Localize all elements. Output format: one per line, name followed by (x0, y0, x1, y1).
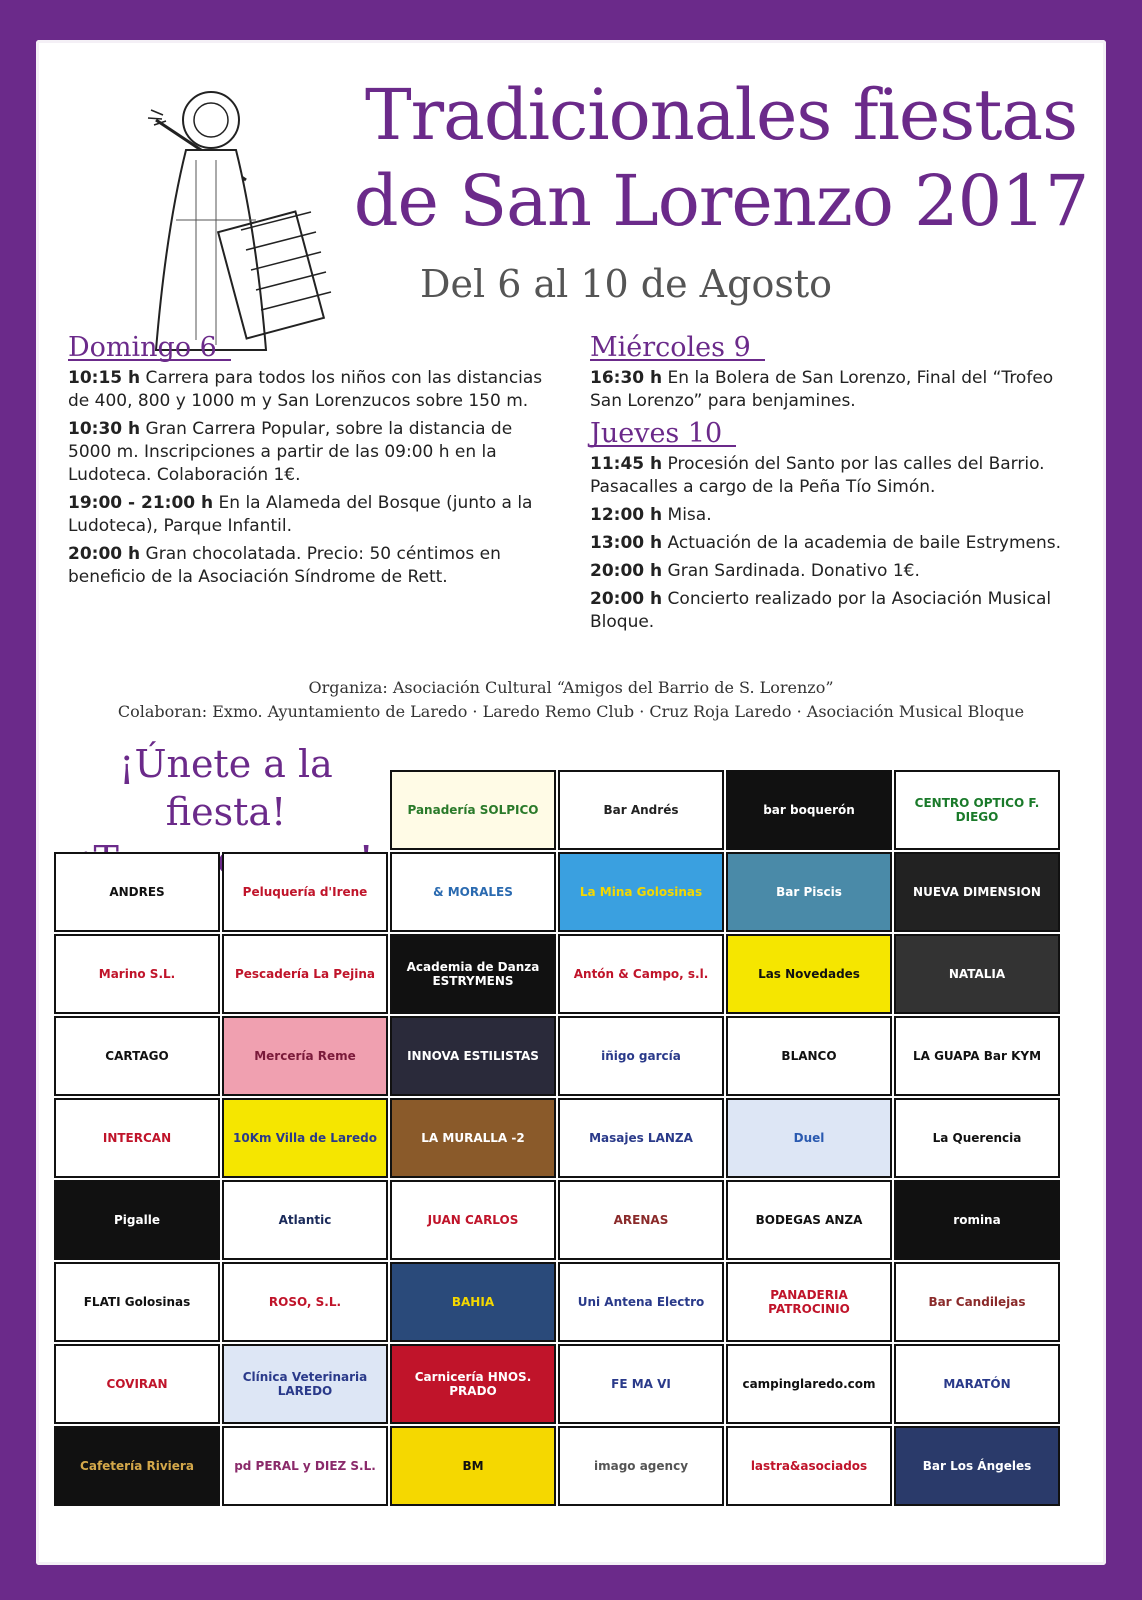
sponsor-ad: iñigo garcía (558, 1016, 724, 1096)
poster-title (346, 72, 1096, 244)
right-schedule-column (590, 332, 1070, 639)
poster-title-line1: Tradicionales fiestas (364, 74, 1078, 156)
event-item (590, 367, 1070, 413)
event-text: Gran Carrera Popular, sobre la distancia de 5000 m. Inscripciones a partir de las 09:00 h en la Ludoteca. Colaboración 1€. (68, 419, 513, 485)
sponsor-ad: Antón & Campo, s.l. (558, 934, 724, 1014)
sponsor-ad: LA MURALLA -2 (390, 1098, 556, 1178)
event-time: 20:00 h (590, 561, 663, 581)
sponsor-ad: CARTAGO (54, 1016, 220, 1096)
poster-paper (36, 40, 1106, 1565)
event-item (68, 543, 548, 589)
sponsor-ad: Peluquería d'Irene (222, 852, 388, 932)
sponsor-ad: pd PERAL y DIEZ S.L. (222, 1426, 388, 1506)
sponsor-ad: ARENAS (558, 1180, 724, 1260)
event-text: En la Bolera de San Lorenzo, Final del “Trofeo San Lorenzo” para benjamines. (590, 368, 1054, 411)
sponsor-ad: 10Km Villa de Laredo (222, 1098, 388, 1178)
san-lorenzo-illustration (96, 70, 346, 360)
sponsor-ad: Marino S.L. (54, 934, 220, 1014)
event-time: 19:00 - 21:00 h (68, 493, 214, 513)
event-time: 13:00 h (590, 533, 663, 553)
sponsor-ad: Panadería SOLPICO (390, 770, 556, 850)
sponsor-ad: BODEGAS ANZA (726, 1180, 892, 1260)
sponsor-ad: INTERCAN (54, 1098, 220, 1178)
event-item (68, 418, 548, 487)
sponsor-ad: Bar Candilejas (894, 1262, 1060, 1342)
poster-title-line2: de San Lorenzo 2017 (353, 160, 1089, 242)
event-text: Procesión del Santo por las calles del Barrio. Pasacalles a cargo de la Peña Tío Simón. (590, 454, 1045, 497)
sponsor-ad: Masajes LANZA (558, 1098, 724, 1178)
sponsor-ad: COVIRAN (54, 1344, 220, 1424)
event-time: 20:00 h (590, 589, 663, 609)
sponsor-ad: ROSO, S.L. (222, 1262, 388, 1342)
event-text: Misa. (662, 505, 712, 525)
sponsor-ad: lastra&asociados (726, 1426, 892, 1506)
event-item (590, 453, 1070, 499)
event-text: Actuación de la academia de baile Estrymens. (662, 533, 1062, 553)
event-item (590, 504, 1070, 527)
event-item (590, 532, 1070, 555)
event-time: 16:30 h (590, 368, 663, 388)
event-time: 12:00 h (590, 505, 663, 525)
event-item (68, 492, 548, 538)
sponsor-ad: JUAN CARLOS (390, 1180, 556, 1260)
credits-block (76, 676, 1066, 724)
sponsor-ad: campinglaredo.com (726, 1344, 892, 1424)
sponsor-ad: romina (894, 1180, 1060, 1260)
event-time: 11:45 h (590, 454, 663, 474)
event-time: 10:30 h (68, 419, 141, 439)
event-text: En la Alameda del Bosque (junto a la Ludoteca), Parque Infantil. (68, 493, 533, 536)
event-text: Carrera para todos los niños con las distancias de 400, 800 y 1000 m y San Lorenzucos sobre 150 m. (68, 368, 543, 411)
sponsor-ad: ANDRES (54, 852, 220, 932)
sponsor-ads-grid (54, 770, 1094, 1550)
sponsor-ad: bar boquerón (726, 770, 892, 850)
sponsor-ad: Duel (726, 1098, 892, 1178)
sponsor-ad: CENTRO OPTICO F. DIEGO (894, 770, 1060, 850)
sponsor-ad: Bar Piscis (726, 852, 892, 932)
sponsor-ad: Bar Los Ángeles (894, 1426, 1060, 1506)
colaboran-line: Colaboran: Exmo. Ayuntamiento de Laredo · Laredo Remo Club · Cruz Roja Laredo · Asociación Musical Bloque (117, 702, 1025, 721)
sponsor-ad: PANADERIA PATROCINIO (726, 1262, 892, 1342)
sponsor-ad: MARATÓN (894, 1344, 1060, 1424)
sponsor-ad: La Querencia (894, 1098, 1060, 1178)
organiza-line: Organiza: Asociación Cultural “Amigos del Barrio de S. Lorenzo” (308, 678, 834, 697)
poster-subtitle: Del 6 al 10 de Agosto (420, 262, 832, 306)
event-text: Gran Sardinada. Donativo 1€. (662, 561, 920, 581)
sponsor-ad: Academia de Danza ESTRYMENS (390, 934, 556, 1014)
sponsor-ad: LA GUAPA Bar KYM (894, 1016, 1060, 1096)
slogan-line1: ¡Únete a la fiesta! (119, 742, 333, 834)
sponsor-ad: Clínica Veterinaria LAREDO (222, 1344, 388, 1424)
sponsor-ad: BM (390, 1426, 556, 1506)
day-heading-miercoles: Miércoles 9 (590, 336, 765, 361)
sponsor-ad: FE MA VI (558, 1344, 724, 1424)
event-time: 20:00 h (68, 544, 141, 564)
sponsor-ad: Mercería Reme (222, 1016, 388, 1096)
left-schedule-column (68, 332, 548, 594)
sponsor-ad: NATALIA (894, 934, 1060, 1014)
sponsor-ad: Atlantic (222, 1180, 388, 1260)
event-item (590, 560, 1070, 583)
sponsor-ad: NUEVA DIMENSION (894, 852, 1060, 932)
sponsor-ad: BLANCO (726, 1016, 892, 1096)
sponsor-ad: Cafetería Riviera (54, 1426, 220, 1506)
event-item (590, 588, 1070, 634)
sponsor-ad: Pescadería La Pejina (222, 934, 388, 1014)
event-text: Concierto realizado por la Asociación Musical Bloque. (590, 589, 1052, 632)
day-heading-domingo: Domingo 6 (68, 336, 231, 361)
event-time: 10:15 h (68, 368, 141, 388)
sponsor-ad: La Mina Golosinas (558, 852, 724, 932)
sponsor-ad: Carnicería HNOS. PRADO (390, 1344, 556, 1424)
sponsor-ad: BAHIA (390, 1262, 556, 1342)
day-heading-jueves: Jueves 10 (590, 422, 736, 447)
event-text: Gran chocolatada. Precio: 50 céntimos en beneficio de la Asociación Síndrome de Rett. (68, 544, 501, 587)
sponsor-ad: Uni Antena Electro (558, 1262, 724, 1342)
sponsor-ad: FLATI Golosinas (54, 1262, 220, 1342)
sponsor-ad: Bar Andrés (558, 770, 724, 850)
sponsor-ad: imago agency (558, 1426, 724, 1506)
sponsor-ad: Pigalle (54, 1180, 220, 1260)
sponsor-ad: & MORALES (390, 852, 556, 932)
event-item (68, 367, 548, 413)
sponsor-ad: Las Novedades (726, 934, 892, 1014)
sponsor-ad: INNOVA ESTILISTAS (390, 1016, 556, 1096)
